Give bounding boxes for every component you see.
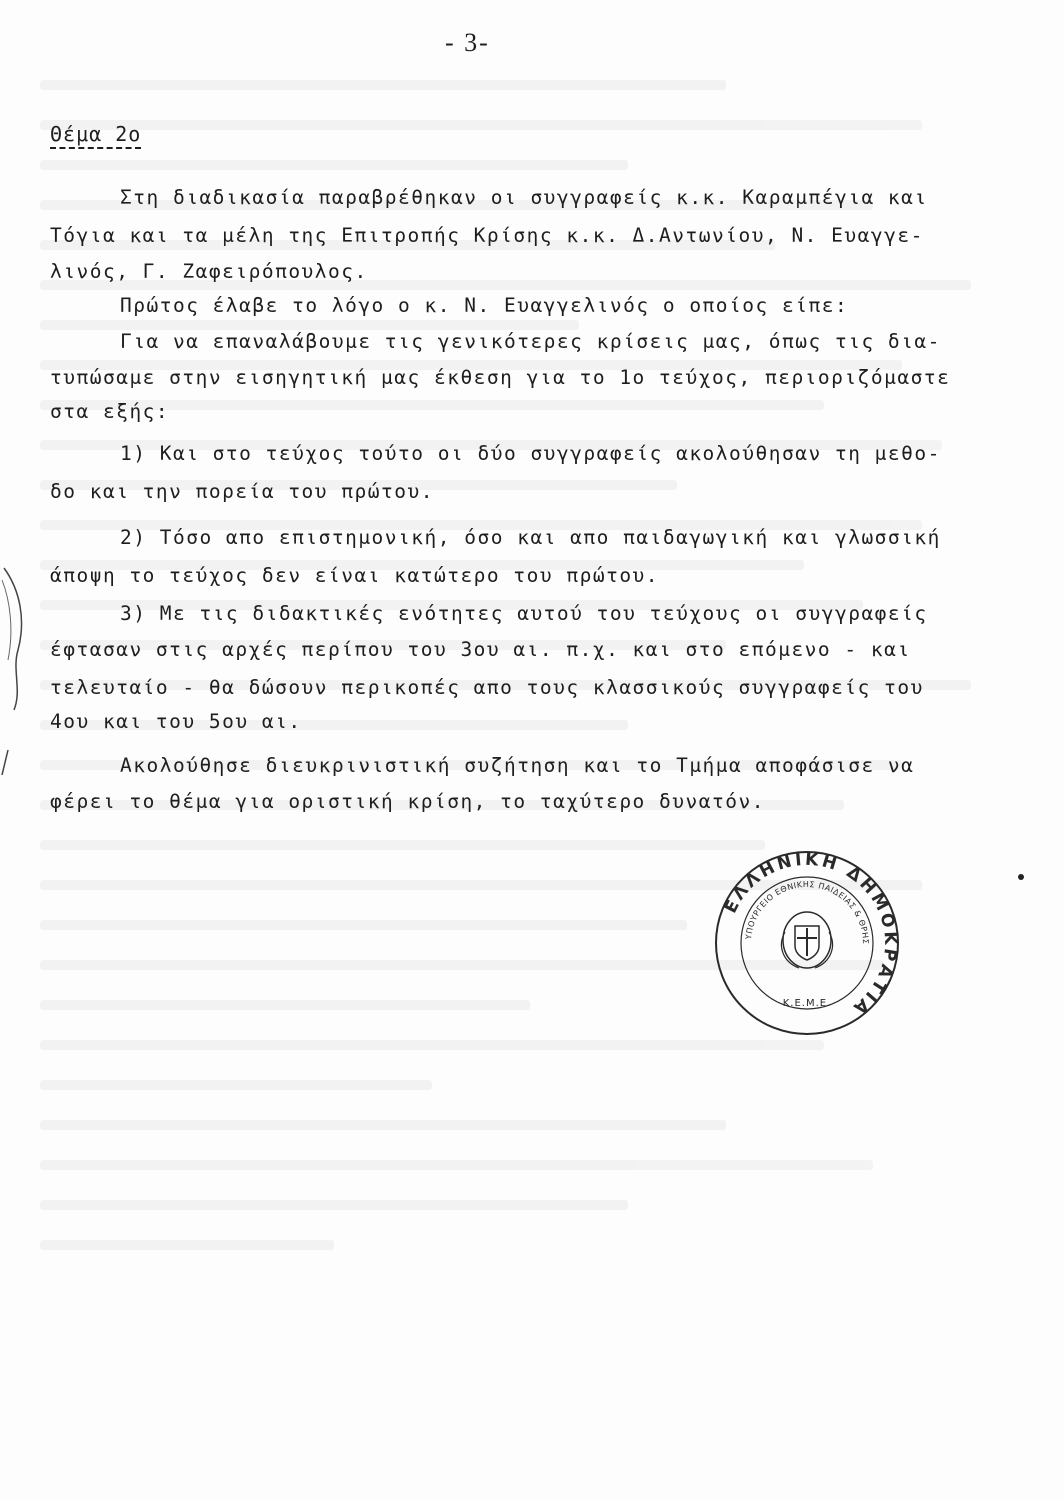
body-line-6: τυπώσαμε στην εισηγητική μας έκθεση για το 1ο τεύχος, περιοριζόμαστε	[50, 366, 951, 389]
list-item-2-line-1: 2) Τόσο απο επιστημονική, όσο και απο παιδαγωγική και γλωσσική	[120, 526, 941, 549]
closing-line-1: Ακολούθησε διευκρινιστική συζήτηση και το Τμήμα αποφάσισε να	[120, 754, 915, 777]
list-item-3-line-3: τελευταίο - θα δώσουν περικοπές απο τους κλασσικούς συγγραφείς του	[50, 676, 924, 699]
svg-text:ΕΛΛΗΝΙΚΗ ΔΗΜΟΚΡΑΤΙΑ: ΕΛΛΗΝΙΚΗ ΔΗΜΟΚΡΑΤΙΑ	[720, 849, 901, 1020]
ink-speck	[1018, 874, 1024, 880]
body-line-1: Στη διαδικασία παραβρέθηκαν οι συγγραφείς κ.κ. Καραμπέγια και	[120, 186, 928, 209]
list-item-3-line-4: 4ου και του 5ου αι.	[50, 710, 302, 733]
body-line-2: Τόγια και τα μέλη της Επιτροπής Κρίσης κ.κ. Δ.Αντωνίου, Ν. Ευαγγε-	[50, 224, 924, 247]
svg-text:Κ.Ε.Μ.Ε.: Κ.Ε.Μ.Ε.	[782, 998, 832, 1009]
coat-of-arms-icon	[781, 912, 832, 968]
body-line-3: λινός, Γ. Ζαφειρόπουλος.	[50, 260, 368, 283]
body-line-5: Για να επαναλάβουμε τις γενικότερες κρίσεις μας, όπως τις δια-	[120, 330, 941, 353]
body-line-7: στα εξής:	[50, 400, 170, 423]
svg-text:ΥΠΟΥΡΓΕΙΟ ΕΘΝΙΚΗΣ ΠΑΙΔΕΙΑΣ & Θ: ΥΠΟΥΡΓΕΙΟ ΕΘΝΙΚΗΣ ΠΑΙΔΕΙΑΣ & ΘΡΗΣ	[744, 879, 871, 945]
list-item-1-line-2: δο και την πορεία του πρώτου.	[50, 480, 434, 503]
section-heading: Θέμα 2ο	[50, 122, 142, 146]
list-item-1-line-1: 1) Και στο τεύχος τούτο οι δύο συγγραφείς ακολούθησαν τη μεθο-	[120, 442, 941, 465]
page-number: - 3-	[445, 28, 490, 57]
body-line-4: Πρώτος έλαβε το λόγο ο κ. Ν. Ευαγγελινός ο οποίος είπε:	[120, 294, 849, 317]
list-item-3-line-1: 3) Με τις διδακτικές ενότητες αυτού του τεύχους οι συγγραφείς	[120, 602, 928, 625]
official-stamp	[712, 848, 902, 1038]
binding-string-mark	[0, 560, 30, 780]
closing-line-2: φέρει το θέμα για οριστική κρίση, το ταχύτερο δυνατόν.	[50, 790, 765, 813]
list-item-3-line-2: έφτασαν στις αρχές περίπου του 3ου αι. π.χ. και στο επόμενο - και	[50, 638, 911, 661]
list-item-2-line-2: άποψη το τεύχος δεν είναι κατώτερο του πρώτου.	[50, 564, 660, 587]
